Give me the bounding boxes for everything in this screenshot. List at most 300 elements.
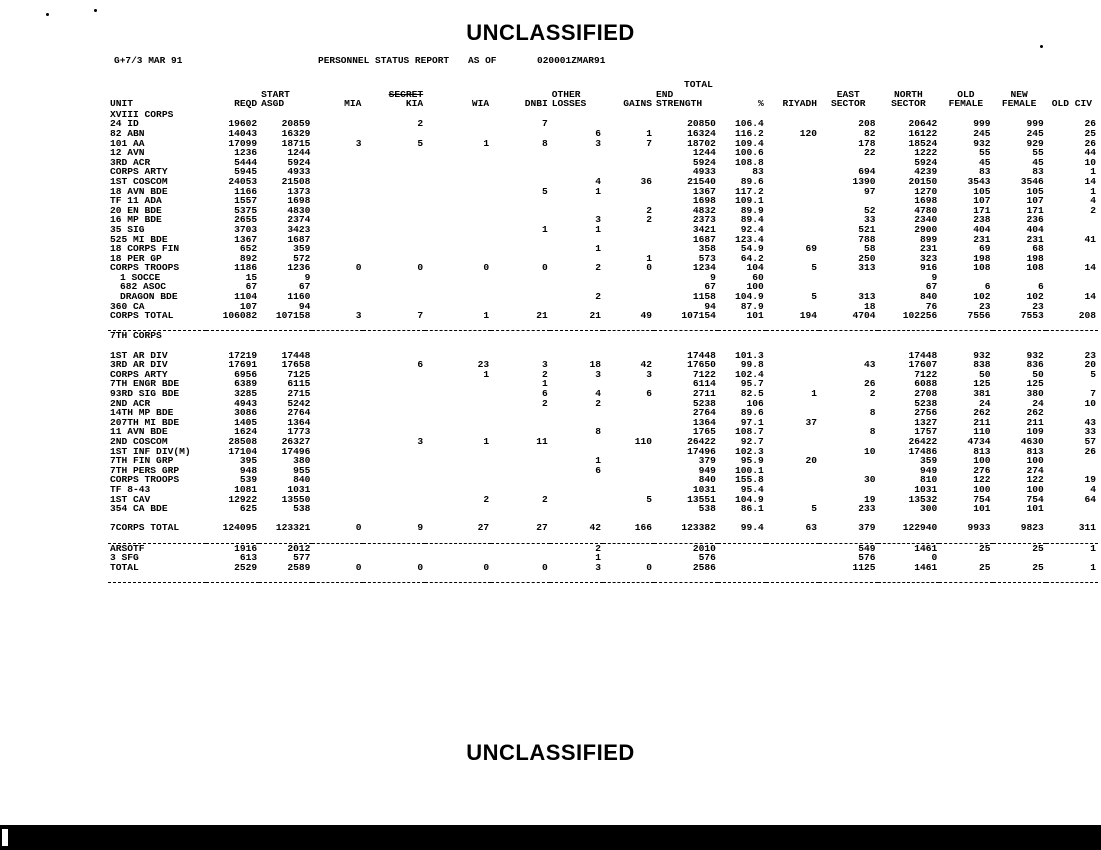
cell-kia bbox=[363, 177, 425, 187]
cell-newf: 245 bbox=[1026, 127, 1044, 139]
cell-total: 4933 bbox=[692, 166, 716, 178]
cell-start: 1373 bbox=[287, 185, 311, 197]
cell-wia: 0 bbox=[483, 561, 490, 573]
cell-newf: 999 bbox=[1026, 118, 1044, 130]
cell-east: 8 bbox=[869, 426, 876, 438]
cell-reqd: 14043 bbox=[228, 127, 258, 139]
cell-wia bbox=[425, 302, 491, 312]
cell-kia: 0 bbox=[417, 262, 424, 274]
cell-unit: 35 SIG bbox=[110, 223, 145, 235]
cell-wia bbox=[425, 447, 491, 457]
cell-mia bbox=[312, 399, 363, 409]
cell-north: 1461 bbox=[914, 561, 938, 573]
cell-east: 549 bbox=[858, 542, 876, 554]
cell-dnbi: 6 bbox=[541, 388, 548, 399]
cell-start: 16329 bbox=[281, 127, 311, 139]
section-title: XVIII CORPS bbox=[110, 108, 174, 120]
cell-total: 1765 bbox=[692, 426, 716, 438]
cell-kia bbox=[363, 282, 425, 292]
cell-riyadh bbox=[766, 466, 819, 476]
cell-mia bbox=[312, 379, 363, 389]
cell-newf: 68 bbox=[1032, 243, 1044, 255]
cell-riyadh bbox=[766, 437, 819, 447]
cell-other bbox=[550, 495, 603, 505]
cell-total: 7122 bbox=[692, 368, 716, 380]
cell-start: 17448 bbox=[281, 349, 311, 361]
cell-riyadh bbox=[766, 475, 819, 485]
cell-east: 313 bbox=[858, 291, 876, 303]
cell-pct: 89.9 bbox=[740, 204, 764, 216]
cell-gains bbox=[603, 292, 654, 302]
cell-unit: CORPS TROOPS bbox=[110, 262, 180, 274]
cell-civ: 10 bbox=[1084, 397, 1096, 409]
cell-kia bbox=[363, 485, 425, 495]
cell-north: 810 bbox=[920, 474, 938, 486]
cell-total: 6114 bbox=[692, 378, 716, 390]
cell-mia bbox=[312, 235, 363, 245]
cell-pct: 100.1 bbox=[735, 464, 764, 476]
cell-dnbi: 8 bbox=[541, 137, 548, 149]
section-divider-cell bbox=[108, 572, 1098, 582]
cell-start: 6115 bbox=[287, 378, 311, 390]
cell-other: 42 bbox=[589, 522, 601, 534]
cell-total: 1031 bbox=[692, 483, 716, 495]
cell-kia bbox=[363, 389, 425, 399]
cell-north: 899 bbox=[920, 233, 938, 245]
cell-start: 1698 bbox=[287, 195, 311, 207]
cell-wia bbox=[425, 177, 491, 187]
cell-civ: 25 bbox=[1084, 127, 1096, 139]
cell-other: 3 bbox=[595, 137, 601, 149]
cell-reqd: 3285 bbox=[234, 388, 258, 399]
cell-civ bbox=[1046, 456, 1098, 466]
scan-footer-mark bbox=[2, 829, 8, 846]
cell-mia bbox=[312, 351, 363, 361]
cell-north: 2340 bbox=[914, 214, 938, 226]
cell-dnbi bbox=[491, 543, 550, 553]
cell-newf: 102 bbox=[1026, 291, 1044, 303]
cell-civ bbox=[1046, 504, 1098, 514]
cell-newf: 107 bbox=[1026, 195, 1044, 207]
cell-oldf: 171 bbox=[973, 204, 991, 216]
cell-start: 2764 bbox=[287, 407, 311, 419]
cell-unit: 1 SOCCE bbox=[120, 271, 161, 283]
cell-kia bbox=[363, 206, 425, 216]
cell-kia bbox=[363, 244, 425, 254]
cell-mia bbox=[312, 485, 363, 495]
cell-total: 17448 bbox=[687, 349, 716, 361]
cell-dnbi bbox=[491, 282, 550, 292]
cell-mia bbox=[312, 292, 363, 302]
cell-north: 7122 bbox=[914, 368, 938, 380]
cell-riyadh: 120 bbox=[799, 127, 818, 139]
cell-pct: 99.4 bbox=[740, 522, 764, 534]
cell-total: 840 bbox=[698, 474, 716, 486]
cell-total: 538 bbox=[698, 503, 716, 515]
cell-unit: 3RD AR DIV bbox=[110, 359, 168, 371]
cell-newf: 108 bbox=[1026, 262, 1044, 274]
cell-dnbi bbox=[491, 215, 550, 225]
cell-oldf: 999 bbox=[973, 118, 991, 130]
cell-riyadh: 37 bbox=[805, 416, 818, 428]
cell-total: 2711 bbox=[692, 388, 716, 399]
col-kia bbox=[363, 80, 425, 110]
cell-gains bbox=[603, 399, 654, 409]
cell-reqd: 4943 bbox=[234, 397, 258, 409]
cell-unit: TF 8-43 bbox=[110, 483, 151, 495]
cell-unit: CORPS TROOPS bbox=[110, 474, 180, 486]
cell-kia: 6 bbox=[417, 359, 424, 371]
cell-other: 4 bbox=[595, 388, 601, 399]
end-strength-label: END STRENGTH bbox=[656, 88, 703, 110]
cell-newf: 100 bbox=[1026, 455, 1044, 467]
cell-reqd: 395 bbox=[239, 455, 258, 467]
cell-riyadh: 1 bbox=[811, 388, 818, 399]
cell-start: 955 bbox=[293, 464, 311, 476]
cell-newf: 100 bbox=[1026, 483, 1044, 495]
cell-east: 58 bbox=[864, 243, 876, 255]
cell-kia bbox=[363, 466, 425, 476]
cell-pct: 95.4 bbox=[740, 483, 764, 495]
cell-pct: 54.9 bbox=[740, 243, 764, 255]
cell-reqd: 12922 bbox=[228, 493, 258, 505]
cell-wia bbox=[425, 215, 491, 225]
cell-riyadh: 69 bbox=[805, 243, 818, 255]
cell-other bbox=[550, 504, 603, 514]
cell-east bbox=[819, 456, 878, 466]
cell-pct: 100.6 bbox=[735, 147, 764, 159]
classification-banner-bottom: UNCLASSIFIED bbox=[466, 740, 635, 765]
cell-north: 20642 bbox=[908, 118, 938, 130]
cell-dnbi bbox=[491, 235, 550, 245]
cell-other bbox=[550, 273, 603, 283]
cell-north: 67 bbox=[925, 281, 938, 293]
cell-other bbox=[550, 437, 603, 447]
cell-north: 5238 bbox=[914, 397, 938, 409]
cell-dnbi bbox=[491, 254, 550, 264]
cell-dnbi: 3 bbox=[541, 359, 548, 371]
cell-start: 4933 bbox=[287, 166, 311, 178]
cell-unit: ARSOTF bbox=[110, 542, 145, 554]
cell-kia bbox=[363, 187, 425, 197]
cell-civ: 4 bbox=[1090, 195, 1096, 207]
cell-gains bbox=[603, 187, 654, 197]
cell-unit: 7CORPS TOTAL bbox=[110, 522, 180, 534]
col-unit: UNIT bbox=[110, 98, 134, 110]
cell-pct: 109.1 bbox=[735, 195, 764, 207]
cell-gains bbox=[603, 456, 654, 466]
cell-civ: 208 bbox=[1078, 310, 1096, 322]
cell-kia bbox=[363, 553, 425, 563]
cell-reqd: 5945 bbox=[234, 166, 258, 178]
cell-east: 379 bbox=[858, 522, 876, 534]
cell-north: 5924 bbox=[914, 156, 938, 168]
cell-start: 20859 bbox=[281, 118, 311, 130]
cell-wia bbox=[425, 273, 491, 283]
cell-north: 1461 bbox=[914, 542, 938, 554]
cell-east: 8 bbox=[869, 407, 876, 419]
cell-pct: 116.2 bbox=[735, 127, 764, 139]
cell-dnbi: 0 bbox=[541, 561, 548, 573]
col-start-asgd: START ASGD bbox=[261, 88, 290, 110]
cell-mia: 3 bbox=[355, 137, 362, 149]
cell-wia bbox=[425, 379, 491, 389]
cell-total: 17650 bbox=[687, 359, 716, 371]
col-old-female: OLD FEMALE bbox=[948, 88, 984, 110]
scan-speck bbox=[1040, 45, 1043, 48]
cell-total: 573 bbox=[698, 252, 716, 264]
cell-oldf: 24 bbox=[979, 397, 991, 409]
cell-newf: 55 bbox=[1032, 147, 1044, 159]
cell-unit: 7TH FIN GRP bbox=[110, 455, 174, 467]
cell-start: 1687 bbox=[287, 233, 311, 245]
cell-kia: 5 bbox=[417, 137, 424, 149]
cell-wia bbox=[425, 167, 491, 177]
cell-reqd: 6956 bbox=[234, 368, 258, 380]
cell-kia bbox=[363, 254, 425, 264]
secret-overstrike: SECRET bbox=[388, 88, 424, 100]
cell-gains: 3 bbox=[646, 368, 653, 380]
cell-unit: 20 EN BDE bbox=[110, 204, 162, 216]
cell-dnbi: 2 bbox=[541, 397, 548, 409]
cell-unit: 354 CA BDE bbox=[110, 503, 168, 515]
cell-north: 949 bbox=[920, 464, 938, 476]
cell-start: 380 bbox=[293, 455, 311, 467]
cell-dnbi bbox=[491, 273, 550, 283]
cell-riyadh bbox=[766, 139, 819, 149]
cell-civ: 20 bbox=[1084, 359, 1096, 371]
cell-dnbi: 1 bbox=[541, 378, 548, 390]
section-divider bbox=[108, 533, 1098, 543]
col-old-civ: OLD CIV bbox=[1051, 98, 1093, 110]
cell-other bbox=[550, 158, 603, 168]
cell-north: 840 bbox=[920, 291, 938, 303]
cell-gains bbox=[603, 408, 654, 418]
cell-dnbi: 27 bbox=[536, 522, 548, 534]
cell-reqd: 67 bbox=[245, 281, 258, 293]
cell-pct: 87.9 bbox=[740, 300, 764, 312]
cell-wia: 23 bbox=[477, 359, 490, 371]
cell-east: 22 bbox=[864, 147, 876, 159]
cell-start: 572 bbox=[293, 252, 311, 264]
cell-dnbi: 11 bbox=[536, 435, 548, 447]
cell-kia bbox=[363, 235, 425, 245]
cell-pct: 102.4 bbox=[735, 368, 764, 380]
scan-footer-bar bbox=[0, 825, 1101, 850]
cell-civ: 23 bbox=[1084, 349, 1096, 361]
cell-mia bbox=[312, 495, 363, 505]
cell-dnbi bbox=[491, 504, 550, 514]
cell-gains: 1 bbox=[646, 252, 653, 264]
cell-start: 1160 bbox=[287, 291, 311, 303]
cell-pct: 123.4 bbox=[735, 233, 764, 245]
cell-pct bbox=[718, 553, 766, 563]
cell-dnbi bbox=[491, 475, 550, 485]
cell-riyadh bbox=[766, 225, 819, 235]
col-new-female: NEW FEMALE bbox=[1001, 88, 1037, 110]
cell-north: 2756 bbox=[914, 407, 938, 419]
cell-gains: 7 bbox=[646, 137, 653, 149]
cell-pct: 106.4 bbox=[735, 118, 764, 130]
cell-newf: 50 bbox=[1032, 368, 1044, 380]
cell-civ: 41 bbox=[1084, 233, 1096, 245]
cell-dnbi bbox=[491, 196, 550, 206]
cell-unit: TOTAL bbox=[110, 561, 139, 573]
cell-kia bbox=[363, 370, 425, 380]
cell-kia bbox=[363, 408, 425, 418]
cell-dnbi bbox=[491, 418, 550, 428]
cell-pct: 104.9 bbox=[735, 493, 764, 505]
cell-wia bbox=[425, 129, 491, 139]
cell-gains: 0 bbox=[646, 561, 653, 573]
cell-pct: 155.8 bbox=[735, 474, 764, 486]
cell-other: 1 bbox=[595, 185, 601, 197]
cell-dnbi bbox=[491, 158, 550, 168]
cell-civ: 26 bbox=[1084, 445, 1096, 457]
cell-civ: 1 bbox=[1090, 542, 1096, 554]
cell-wia bbox=[425, 244, 491, 254]
cell-start: 1244 bbox=[287, 147, 311, 159]
cell-newf: 125 bbox=[1026, 378, 1044, 390]
cell-dnbi bbox=[491, 206, 550, 216]
cell-pct: 117.2 bbox=[735, 185, 764, 197]
cell-wia: 1 bbox=[483, 368, 490, 380]
cell-unit: CORPS ARTY bbox=[110, 166, 168, 178]
cell-start: 2589 bbox=[287, 561, 311, 573]
cell-total: 94 bbox=[704, 300, 716, 312]
cell-pct: 95.7 bbox=[740, 378, 764, 390]
cell-riyadh bbox=[766, 360, 819, 370]
cell-pct: 108.7 bbox=[735, 426, 764, 438]
cell-oldf: 100 bbox=[973, 455, 991, 467]
cell-unit: 16 MP BDE bbox=[110, 214, 162, 226]
cell-total: 1364 bbox=[692, 416, 716, 428]
cell-total: 5924 bbox=[692, 156, 716, 168]
cell-kia bbox=[363, 158, 425, 168]
cell-start: 123321 bbox=[275, 522, 311, 534]
cell-newf: 23 bbox=[1032, 300, 1044, 312]
cell-kia bbox=[363, 418, 425, 428]
cell-reqd: 19602 bbox=[228, 118, 258, 130]
cell-pct bbox=[718, 543, 766, 553]
cell-newf: 262 bbox=[1026, 407, 1044, 419]
cell-gains: 1 bbox=[646, 127, 653, 139]
cell-dnbi bbox=[491, 447, 550, 457]
cell-gains bbox=[603, 282, 654, 292]
cell-mia bbox=[312, 543, 363, 553]
cell-start: 1773 bbox=[287, 426, 311, 438]
cell-start: 2012 bbox=[287, 542, 311, 554]
cell-east: 2 bbox=[869, 388, 876, 399]
cell-oldf: 231 bbox=[973, 233, 991, 245]
cell-unit: CORPS TOTAL bbox=[110, 310, 174, 322]
cell-pct: 89.6 bbox=[740, 175, 764, 187]
cell-reqd: 17219 bbox=[228, 349, 258, 361]
cell-other bbox=[550, 475, 603, 485]
cell-other: 18 bbox=[589, 359, 601, 371]
cell-wia bbox=[425, 504, 491, 514]
cell-reqd: 17104 bbox=[228, 445, 258, 457]
cell-wia bbox=[425, 196, 491, 206]
cell-reqd: 948 bbox=[239, 464, 258, 476]
cell-dnbi bbox=[491, 351, 550, 361]
cell-oldf: 110 bbox=[973, 426, 991, 438]
cell-riyadh bbox=[766, 167, 819, 177]
cell-reqd: 1166 bbox=[234, 185, 258, 197]
cell-civ: 44 bbox=[1084, 147, 1096, 159]
cell-east: 33 bbox=[864, 214, 876, 226]
cell-start: 26327 bbox=[281, 435, 311, 447]
cell-oldf: 813 bbox=[973, 445, 991, 457]
cell-other: 3 bbox=[595, 368, 601, 380]
cell-mia: 3 bbox=[355, 310, 362, 322]
cell-gains: 36 bbox=[640, 175, 653, 187]
cell-mia bbox=[312, 177, 363, 187]
cell-total: 576 bbox=[698, 552, 716, 564]
cell-newf: 836 bbox=[1026, 359, 1044, 371]
cell-newf: 122 bbox=[1026, 474, 1044, 486]
cell-other: 1 bbox=[595, 243, 601, 255]
cell-oldf: 276 bbox=[973, 464, 991, 476]
cell-wia: 0 bbox=[483, 262, 490, 274]
cell-start: 5924 bbox=[287, 156, 311, 168]
cell-wia bbox=[425, 389, 491, 399]
cell-oldf: 105 bbox=[973, 185, 991, 197]
cell-start: 2374 bbox=[287, 214, 311, 226]
cell-riyadh: 5 bbox=[811, 503, 818, 515]
cell-north: 16122 bbox=[908, 127, 938, 139]
cell-start: 5242 bbox=[287, 397, 311, 409]
cell-other bbox=[550, 485, 603, 495]
cell-east: 178 bbox=[858, 137, 876, 149]
cell-total: 2010 bbox=[692, 542, 716, 554]
cell-pct: 106 bbox=[746, 397, 764, 409]
cell-east bbox=[819, 399, 878, 409]
cell-unit: 14TH MP BDE bbox=[110, 407, 174, 419]
cell-dnbi: 2 bbox=[541, 368, 548, 380]
cell-total: 20850 bbox=[687, 118, 716, 130]
cell-civ bbox=[1046, 273, 1098, 283]
cell-oldf: 25 bbox=[979, 561, 991, 573]
cell-start: 840 bbox=[293, 474, 311, 486]
cell-north: 13532 bbox=[908, 493, 938, 505]
cell-total: 67 bbox=[704, 281, 716, 293]
cell-reqd: 17691 bbox=[228, 359, 258, 371]
cell-reqd: 107 bbox=[239, 300, 258, 312]
grand-total-row bbox=[108, 563, 1098, 573]
cell-riyadh bbox=[766, 215, 819, 225]
cell-newf: 231 bbox=[1026, 233, 1044, 245]
as-of-dtg: 020001ZMAR91 bbox=[537, 55, 606, 66]
cell-gains bbox=[603, 543, 654, 553]
cell-reqd: 28508 bbox=[228, 435, 258, 447]
cell-reqd: 539 bbox=[239, 474, 258, 486]
cell-east: 521 bbox=[858, 223, 876, 235]
cell-total: 949 bbox=[698, 464, 716, 476]
cell-riyadh bbox=[766, 543, 819, 553]
cell-kia bbox=[363, 379, 425, 389]
cell-wia bbox=[425, 235, 491, 245]
cell-north: 17486 bbox=[908, 445, 938, 457]
cell-wia bbox=[425, 475, 491, 485]
cell-unit: 2ND ACR bbox=[110, 397, 151, 409]
cell-kia bbox=[363, 427, 425, 437]
col-other-losses: OTHER LOSSES bbox=[551, 88, 587, 110]
personnel-status-table bbox=[108, 80, 1098, 583]
cell-total: 16324 bbox=[687, 127, 716, 139]
cell-dnbi bbox=[491, 129, 550, 139]
cell-north: 916 bbox=[920, 262, 938, 274]
